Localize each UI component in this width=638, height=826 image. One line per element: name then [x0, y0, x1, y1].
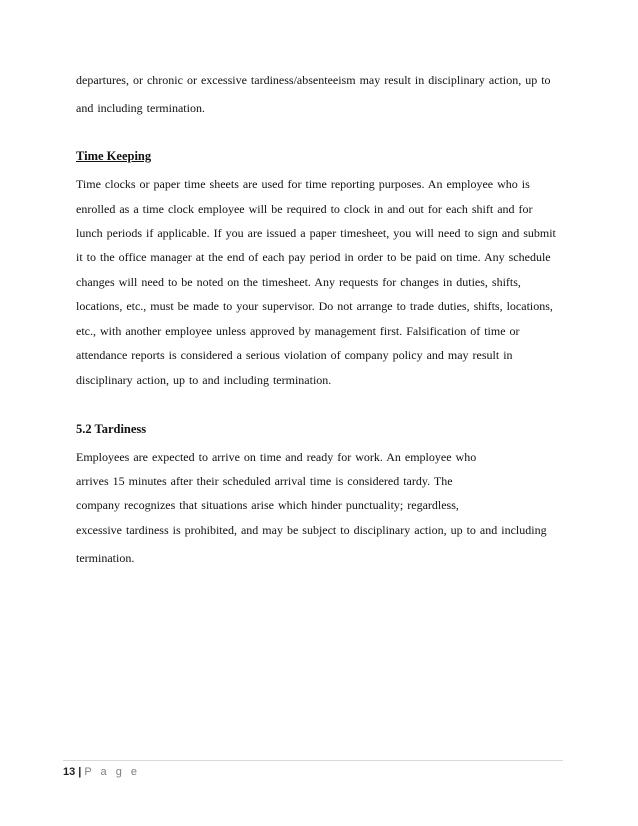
page-number: 13 [63, 766, 76, 778]
paragraph-line: etc., with another employee unless approved by management first. Falsification of time or [76, 324, 520, 338]
paragraph-line: excessive tardiness is prohibited, and may be subject to disciplinary action, up to and including [76, 523, 547, 537]
paragraph-line: it to the office manager at the end of each pay period in order to be paid on time. Any schedule [76, 250, 551, 264]
paragraph-line: Employees are expected to arrive on time and ready for work. An employee who [76, 450, 477, 464]
intro-line: departures, or chronic or excessive tardiness/absenteeism may result in disciplinary action, up to [76, 73, 551, 87]
section-heading-tardiness: 5.2 Tardiness [76, 422, 147, 436]
paragraph-line: Time clocks or paper time sheets are used for time reporting purposes. An employee who is [76, 177, 530, 191]
section-heading-time-keeping: Time Keeping [76, 149, 152, 163]
paragraph-line: changes will need to be noted on the timesheet. Any requests for changes in duties, shifts, [76, 275, 521, 289]
footer-divider [63, 760, 563, 761]
paragraph-line: company recognizes that situations arise which hinder punctuality; regardless, [76, 498, 459, 512]
paragraph-line: enrolled as a time clock employee will be required to clock in and out for each shift and for [76, 202, 533, 216]
paragraph-line: attendance reports is considered a serious violation of company policy and may result in [76, 348, 513, 362]
paragraph-line: lunch periods if applicable. If you are issued a paper timesheet, you will need to sign and submit [76, 226, 556, 240]
page-footer [63, 765, 140, 779]
paragraph-line: termination. [76, 551, 135, 565]
footer-separator: | [78, 766, 82, 778]
intro-line: and including termination. [76, 101, 205, 115]
paragraph-line: disciplinary action, up to and including termination. [76, 373, 332, 387]
paragraph-line: arrives 15 minutes after their scheduled arrival time is considered tardy. The [76, 474, 453, 488]
paragraph-line: locations, etc., must be made to your supervisor. Do not arrange to trade duties, shifts, locations, [76, 299, 553, 313]
page-label: P a g e [84, 766, 140, 778]
